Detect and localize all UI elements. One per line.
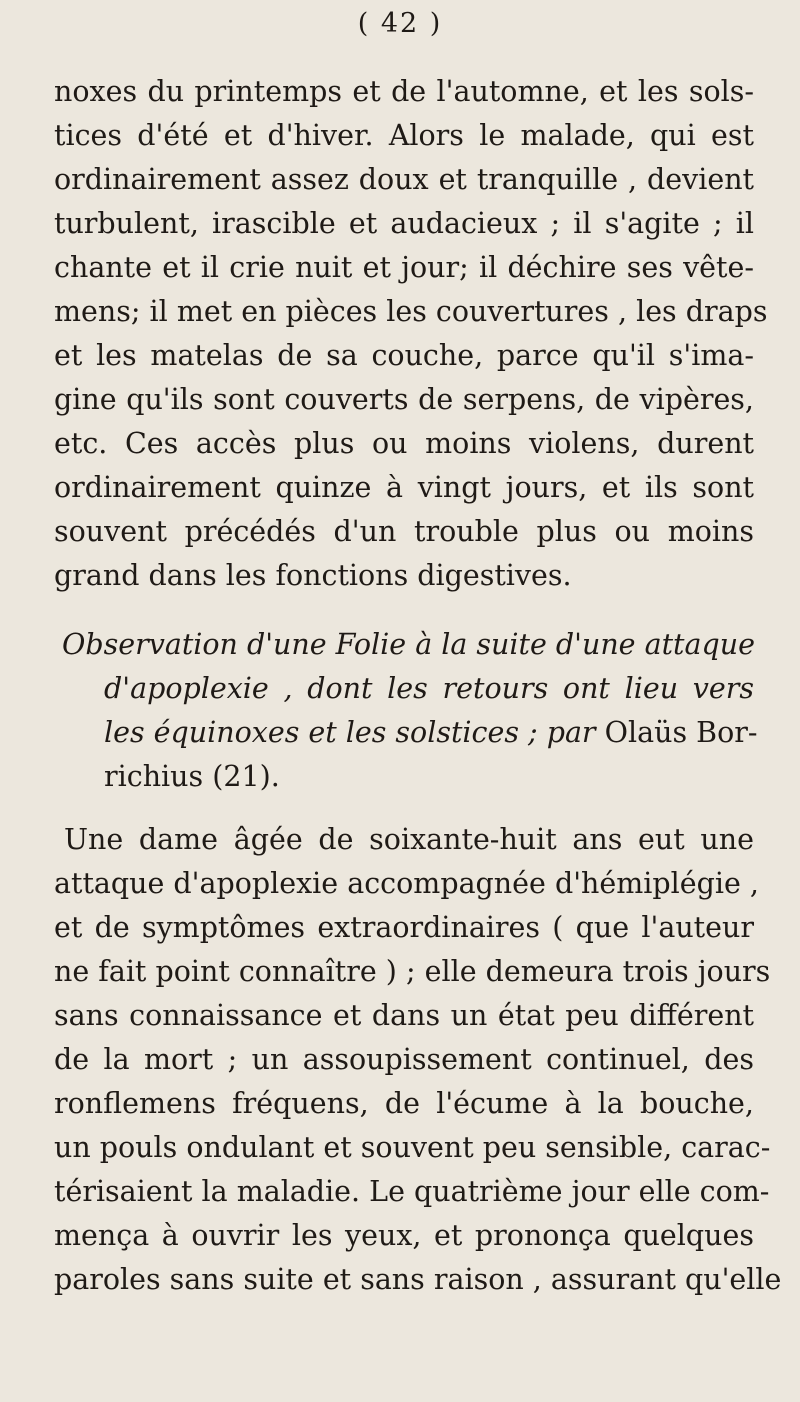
- text-line: ordinairement assez doux et tranquille , devient: [54, 163, 754, 196]
- text-line: de la mort ; un assoupissement continuel, des: [54, 1043, 754, 1076]
- heading-line: [54, 711, 758, 755]
- text-line: mens; il met en pièces les couvertures , les draps: [54, 295, 768, 328]
- heading-italic-part: les équinoxes et les solstices ; par: [104, 716, 596, 749]
- paragraph-case: [54, 818, 782, 1302]
- heading-line: [54, 755, 754, 799]
- heading-line: d'apoplexie , dont les retours ont lieu vers: [104, 672, 754, 705]
- page-number: ( 42 ): [357, 8, 443, 39]
- text-line: paroles sans suite et sans raison , assurant qu'elle: [54, 1263, 782, 1296]
- heading-line: Observation d'une Folie à la suite d'une attaque: [62, 628, 755, 661]
- text-line: mença à ouvrir les yeux, et prononça quelques: [54, 1219, 754, 1252]
- text-line: attaque d'apoplexie accompagnée d'hémiplégie ,: [54, 867, 759, 900]
- text-line: ronflemens fréquens, de l'écume à la bouche,: [54, 1087, 754, 1120]
- text-line: etc. Ces accès plus ou moins violens, durent: [54, 427, 754, 460]
- observation-heading: [54, 623, 758, 799]
- text-line: noxes du printemps et de l'automne, et les sols-: [54, 75, 754, 108]
- text-line: gine qu'ils sont couverts de serpens, de vipères,: [54, 383, 754, 416]
- author-name: Olaüs Bor-: [595, 716, 758, 749]
- page-body: [54, 70, 782, 1302]
- text-line: ne fait point connaître ) ; elle demeura trois jours: [54, 955, 771, 988]
- text-line: grand dans les fonctions digestives.: [54, 559, 572, 592]
- author-reference: richius (21).: [104, 760, 280, 793]
- text-line: turbulent, irascible et audacieux ; il s'agite ; il: [54, 207, 754, 240]
- text-line: Une dame âgée de soixante-huit ans eut une: [64, 823, 754, 856]
- text-line: tices d'été et d'hiver. Alors le malade, qui est: [54, 119, 754, 152]
- text-line: sans connaissance et dans un état peu différent: [54, 999, 754, 1032]
- text-line: ordinairement quinze à vingt jours, et ils sont: [54, 471, 754, 504]
- text-line: un pouls ondulant et souvent peu sensible, carac-: [54, 1131, 771, 1164]
- text-line: térisaient la maladie. Le quatrième jour elle com-: [54, 1175, 770, 1208]
- text-line: chante et il crie nuit et jour; il déchire ses vête-: [54, 251, 754, 284]
- paragraph-continued: [54, 70, 768, 598]
- text-line: souvent précédés d'un trouble plus ou moins: [54, 515, 754, 548]
- text-line: et les matelas de sa couche, parce qu'il s'ima-: [54, 339, 754, 372]
- text-line: et de symptômes extraordinaires ( que l'auteur: [54, 911, 754, 944]
